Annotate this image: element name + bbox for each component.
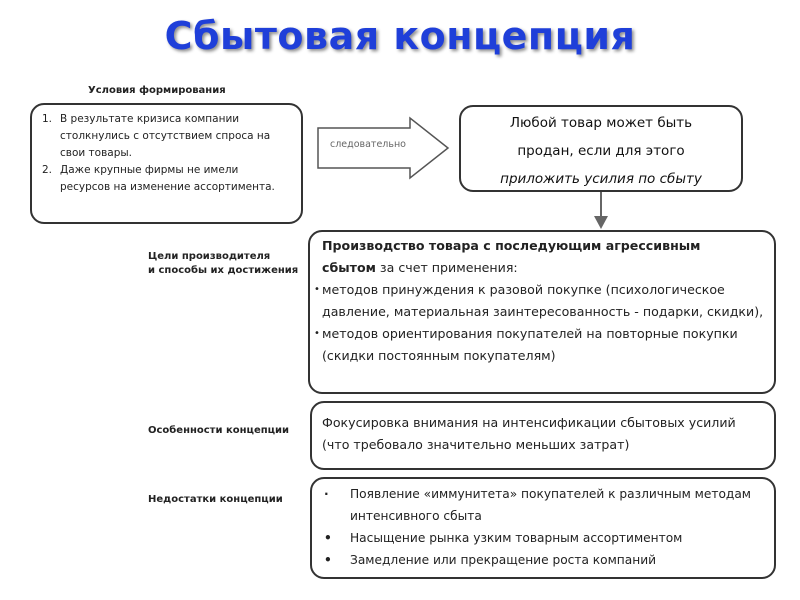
drawback-item (316, 527, 764, 549)
drawbacks-list (316, 483, 764, 571)
features-label: Особенности концепции (148, 425, 290, 436)
drawback-item (316, 483, 764, 527)
features-line-2: (что требовало значительно меньших затрат) (322, 437, 630, 452)
goals-label (148, 250, 298, 278)
bullet-icon: • (314, 328, 320, 339)
page-title: Сбытовая концепция (164, 14, 636, 58)
result-box (459, 105, 743, 192)
condition-text: В результате кризиса компании столкнулись с отсутствием спроса на свои товары. (60, 113, 271, 159)
goals-heading (322, 235, 764, 279)
result-line-3: приложить усилия по сбыту (500, 171, 702, 187)
goals-heading-bold-2: сбытом (322, 260, 376, 275)
goals-heading-rest: за счет применения: (375, 260, 518, 275)
drawbacks-label: Недостатки концепции (148, 494, 283, 505)
bullet-icon: • (314, 284, 320, 295)
bullet-icon: • (324, 531, 332, 545)
goals-item-text: методов принуждения к разовой покупке (психологическое давление, материальная заинтересованность - подарки, скидки), (322, 282, 764, 319)
result-line-1: Любой товар может быть (509, 115, 693, 131)
conditions-label: Условия формирования (88, 85, 226, 96)
bullet-icon: · (324, 487, 329, 501)
drawbacks-box (310, 477, 776, 579)
condition-text: Даже крупные фирмы не имели ресурсов на изменение ассортимента. (60, 164, 275, 193)
features-line-1: Фокусировка внимания на интенсификации сбытовых усилий (322, 415, 736, 430)
drawback-text: Замедление или прекращение роста компаний (350, 553, 657, 567)
condition-number: 2. (42, 164, 53, 176)
drawback-text: Появление «иммунитета» покупателей к различным методам интенсивного сбыта (350, 487, 751, 523)
bullet-icon: • (324, 553, 332, 567)
features-box (310, 401, 776, 470)
goals-item (314, 279, 764, 323)
goals-heading-bold-1: Производство товара с последующим агрессивным (322, 238, 701, 253)
drawback-text: Насыщение рынка узким товарным ассортиментом (350, 531, 683, 545)
goals-item-text: методов ориентирования покупателей на повторные покупки (скидки постоянным покупателям) (322, 326, 738, 363)
result-line-2: продан, если для этого (517, 143, 685, 159)
goals-item (314, 323, 764, 367)
goals-box (308, 230, 776, 394)
goals-list (314, 279, 764, 367)
drawback-item (316, 549, 764, 571)
goals-label-line-1: Цели производителя (148, 251, 271, 262)
down-arrow-head (594, 216, 608, 229)
arrow-label: следовательно (329, 139, 406, 150)
condition-number: 1. (42, 113, 53, 125)
goals-label-line-2: и способы их достижения (148, 265, 299, 276)
